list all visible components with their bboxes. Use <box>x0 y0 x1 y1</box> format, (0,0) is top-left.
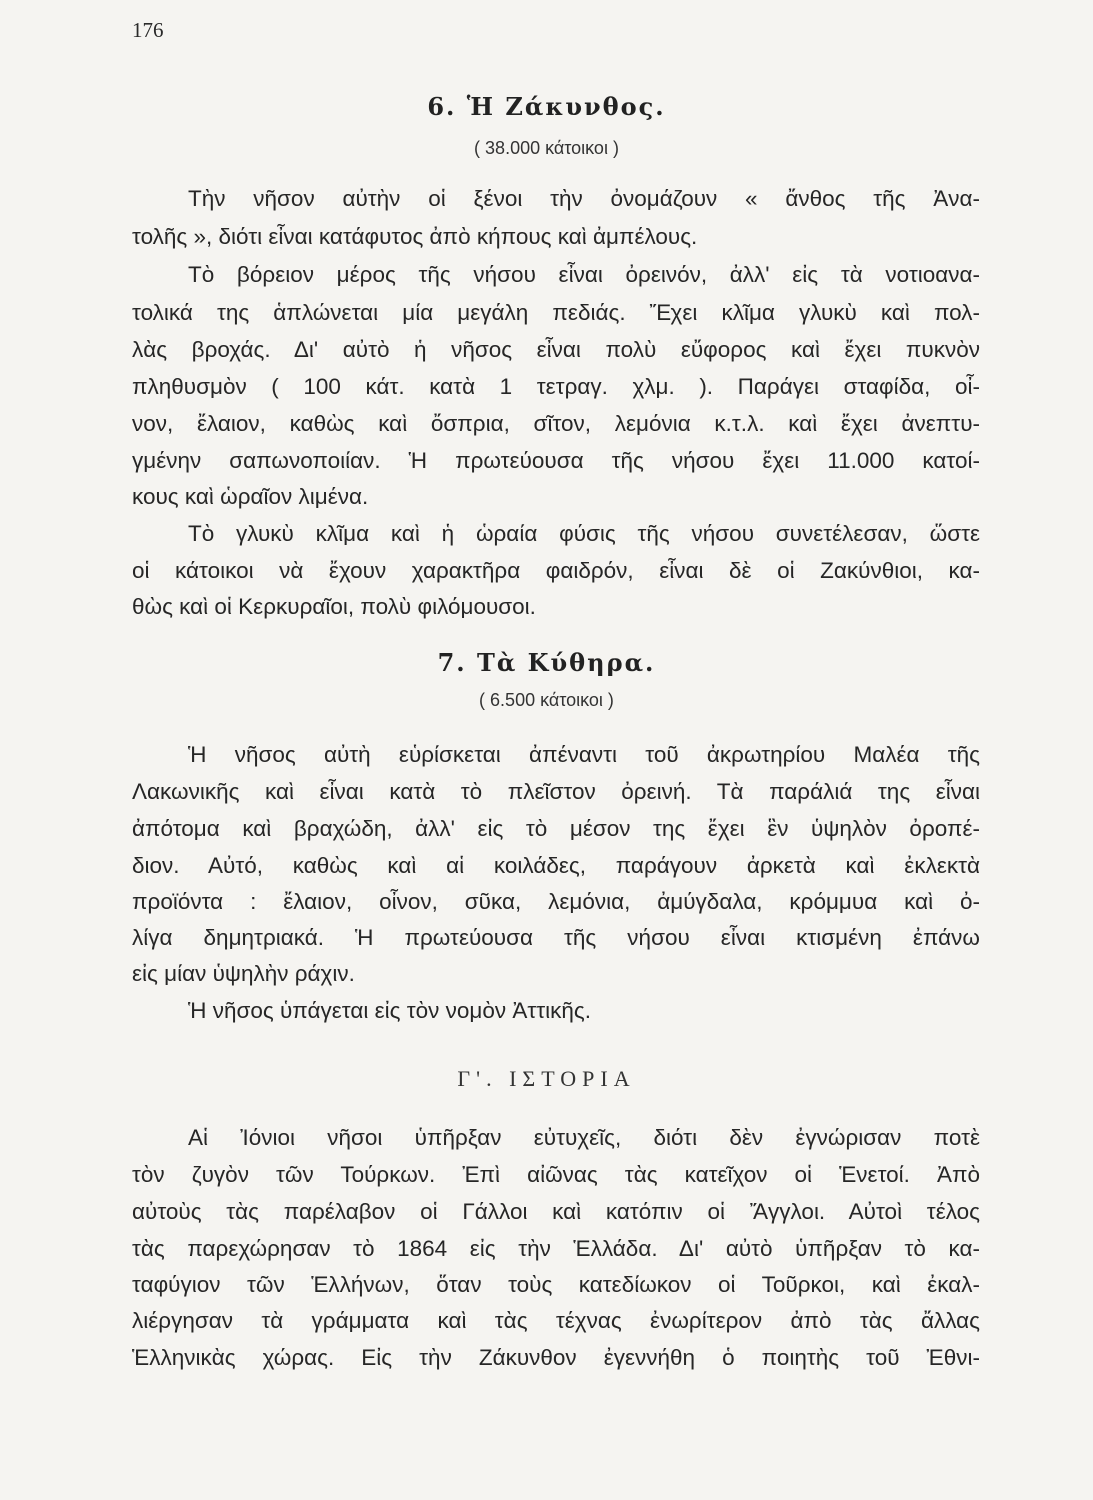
paragraph-line: νον, ἔλαιον, καθὼς καὶ ὄσπρια, σῖτον, λεμόνια κ.τ.λ. καὶ ἔχει ἀνεπτυ- <box>132 411 980 436</box>
paragraph-line: Ἡ νῆσος αὐτὴ εὑρίσκεται ἀπέναντι τοῦ ἀκρωτηρίου Μαλέα τῆς <box>188 742 980 767</box>
paragraph-line: γμένην σαπωνοποιίαν. Ἡ πρωτεύουσα τῆς νήσου ἔχει 11.000 κατοί- <box>132 448 980 473</box>
paragraph-line: προϊόντα : ἔλαιον, οἶνον, σῦκα, λεμόνια, ἀμύγδαλα, κρόμμυα καὶ ὀ- <box>132 889 980 914</box>
page-number: 176 <box>132 18 164 42</box>
paragraph-line: λιέργησαν τὰ γράμματα καὶ τὰς τέχνας ἐνωρίτερον ἀπὸ τὰς ἄλλας <box>132 1308 980 1333</box>
paragraph-line: Τὸ βόρειον μέρος τῆς νήσου εἶναι ὀρεινόν, ἀλλ' εἰς τὰ νοτιοανα- <box>188 262 980 287</box>
paragraph-line: θὼς καὶ οἱ Κερκυραῖοι, πολὺ φιλόμουσοι. <box>132 594 536 619</box>
paragraph-line: τολικά της ἁπλώνεται μία μεγάλη πεδιάς. Ἔχει κλῖμα γλυκὺ καὶ πολ- <box>132 300 980 325</box>
paragraph-line: αὐτοὺς τὰς παρέλαβον οἱ Γάλλοι καὶ κατόπιν οἱ Ἄγγλοι. Αὐτοὶ τέλος <box>132 1199 980 1224</box>
paragraph-line: Ἡ νῆσος ὑπάγεται εἰς τὸν νομὸν Ἀττικῆς. <box>188 998 591 1023</box>
paragraph-line: εἰς μίαν ὑψηλὴν ράχιν. <box>132 961 355 986</box>
paragraph-line: τολῆς », διότι εἶναι κατάφυτος ἀπὸ κήπους καὶ ἀμπέλους. <box>132 224 698 249</box>
paragraph-line: Τὴν νῆσον αὐτὴν οἱ ξένοι τὴν ὀνομάζουν « ἄνθος τῆς Ἀνα- <box>188 186 980 211</box>
paragraph-line: Λακωνικῆς καὶ εἶναι κατὰ τὸ πλεῖστον ὀρεινή. Τὰ παράλιά της εἶναι <box>132 779 980 804</box>
paragraph-line: τὸν ζυγὸν τῶν Τούρκων. Ἐπὶ αἰῶνας τὰς κατεῖχον οἱ Ἑνετοί. Ἀπὸ <box>132 1162 980 1187</box>
paragraph-line: τὰς παρεχώρησαν τὸ 1864 εἰς τὴν Ἑλλάδα. Δι' αὐτὸ ὑπῆρξαν τὸ κα- <box>132 1236 980 1261</box>
paragraph-line: ταφύγιον τῶν Ἑλλήνων, ὅταν τοὺς κατεδίωκον οἱ Τοῦρκοι, καὶ ἐκαλ- <box>132 1272 980 1297</box>
paragraph-line: Ἑλληνικὰς χώρας. Εἰς τὴν Ζάκυνθον ἐγεννήθη ὁ ποιητὴς τοῦ Ἐθνι- <box>132 1345 980 1370</box>
paragraph-line: Αἱ Ἰόνιοι νῆσοι ὑπῆρξαν εὐτυχεῖς, διότι δὲν ἐγνώρισαν ποτὲ <box>188 1125 980 1150</box>
section-title-kythera: 7. Τὰ Κύθηρα. <box>437 648 656 677</box>
paragraph-line: Τὸ γλυκὺ κλῖμα καὶ ἡ ὡραία φύσις τῆς νήσου συνετέλεσαν, ὥστε <box>188 521 980 546</box>
population-zakynthos: ( 38.000 κάτοικοι ) <box>474 138 619 158</box>
paragraph-line: οἱ κάτοικοι νὰ ἔχουν χαρακτῆρα φαιδρόν, εἶναι δὲ οἱ Ζακύνθιοι, κα- <box>132 558 980 583</box>
section-title-zakynthos: 6. Ἡ Ζάκυνθος. <box>427 92 666 121</box>
paragraph-line: λίγα δημητριακά. Ἡ πρωτεύουσα τῆς νήσου εἶναι κτισμένη ἐπάνω <box>132 925 980 950</box>
paragraph-line: λὰς βροχάς. Δι' αὐτὸ ἡ νῆσος εἶναι πολὺ εὔφορος καὶ ἔχει πυκνὸν <box>132 337 980 362</box>
population-kythera: ( 6.500 κάτοικοι ) <box>479 690 614 710</box>
paragraph-line: διον. Αὐτό, καθὼς καὶ αἱ κοιλάδες, παράγουν ἀρκετὰ καὶ ἐκλεκτὰ <box>132 853 980 878</box>
paragraph-line: πληθυσμὸν ( 100 κάτ. κατὰ 1 τετραγ. χλμ. ). Παράγει σταφίδα, οἶ- <box>132 374 980 399</box>
paragraph-line: κους καὶ ὡραῖον λιμένα. <box>132 484 369 509</box>
chapter-heading-history: Γ'. ΙΣΤΟΡΙΑ <box>457 1066 636 1091</box>
paragraph-line: ἀπότομα καὶ βραχώδη, ἀλλ' εἰς τὸ μέσον της ἔχει ἓν ὑψηλὸν ὀροπέ- <box>132 816 980 841</box>
